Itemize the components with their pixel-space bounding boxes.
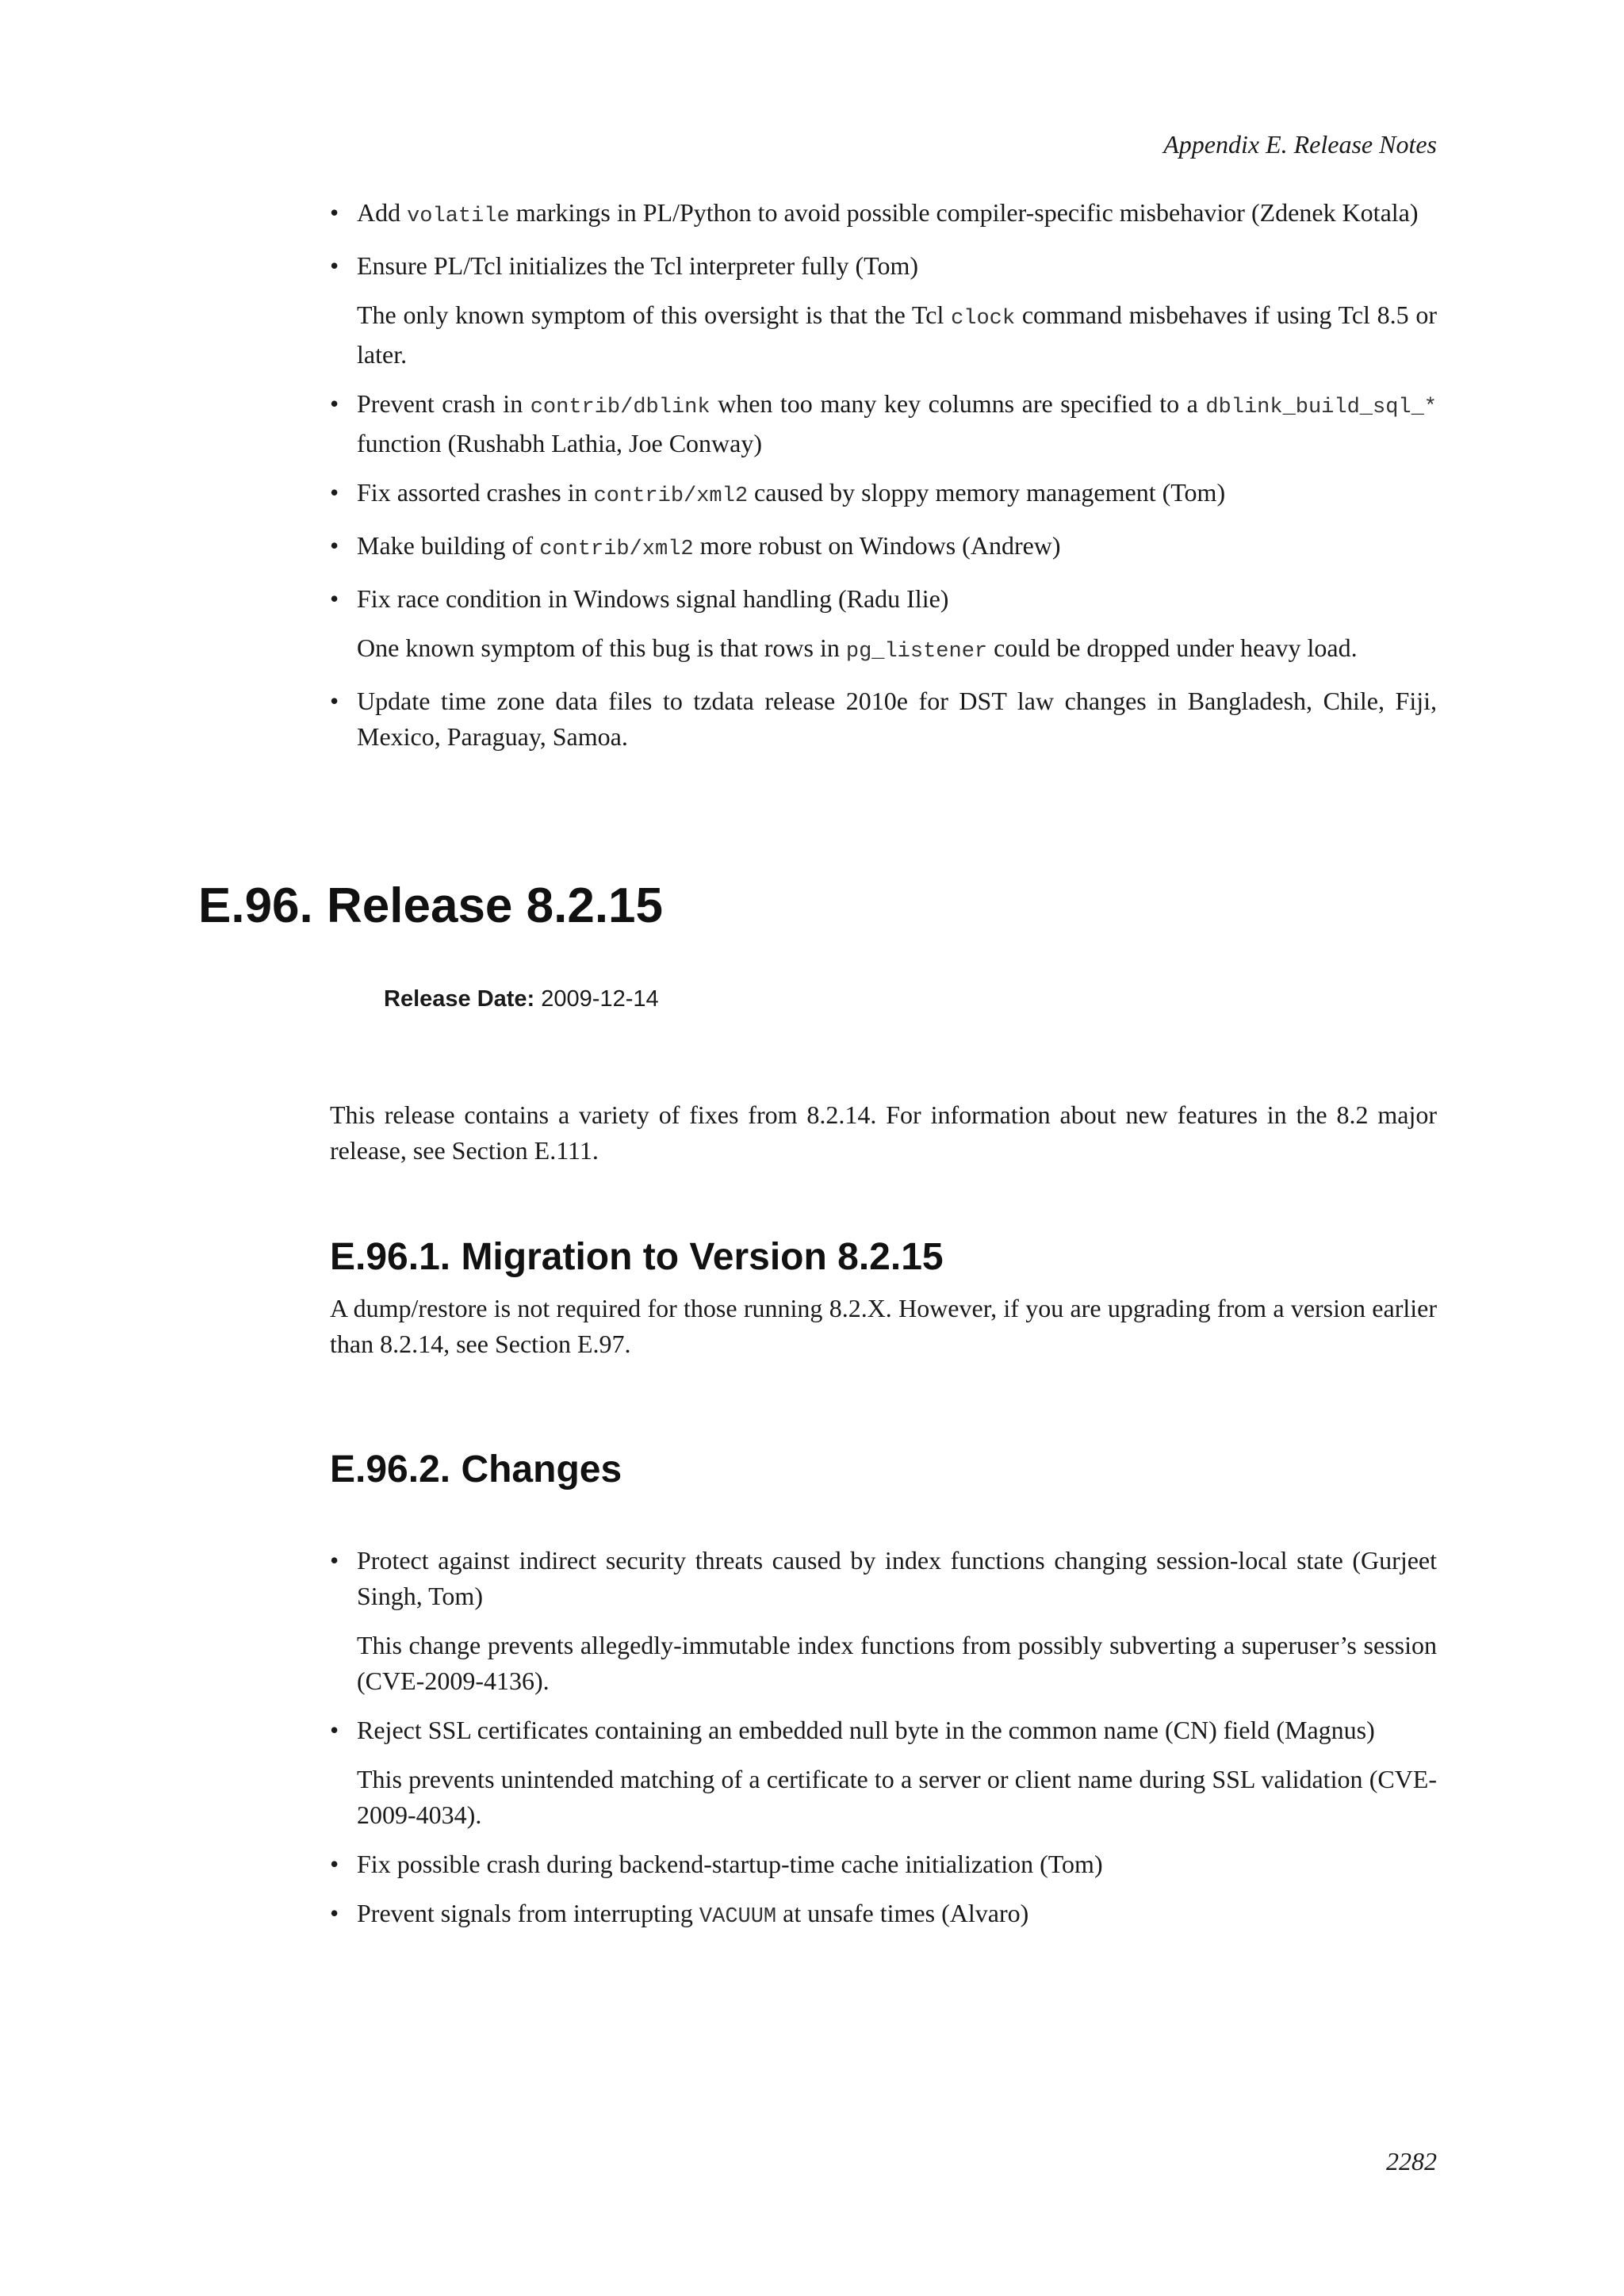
code-literal: volatile [407,205,510,228]
list-item: • Ensure PL/Tcl initializes the Tcl interpreter fully (Tom) The only known symptom of this oversight is that the Tcl clock command misbehaves if using Tcl 8.5 or later. [330,248,1437,373]
list-item: • Add volatile markings in PL/Python to avoid possible compiler-specific misbehavior (Zdenek Kotala) [330,195,1437,235]
release-date [384,984,659,1014]
migration-paragraph: A dump/restore is not required for those running 8.2.X. However, if you are upgrading from a version earlier than 8.2.14, see Section E.97. [330,1294,1437,1358]
list-item: • Reject SSL certificates containing an embedded null byte in the common name (CN) field (Magnus) This prevents unintended matching of a certificate to a server or client name during SSL validation (CVE-2009-4034). [330,1712,1437,1833]
code-literal: pg_listener [845,640,988,664]
list-item: • Protect against indirect security threats caused by index functions changing session-local state (Gurjeet Singh, Tom) This change prevents allegedly-immutable index functions from possibly subverting a superuser’s session (CVE-2009-4136). [330,1543,1437,1699]
running-header: Appendix E. Release Notes [1163,130,1437,159]
bullet-icon: • [330,1899,339,1927]
release-date-value: 2009-12-14 [541,986,659,1012]
list-item: • Make building of contrib/xml2 more robust on Windows (Andrew) [330,528,1437,568]
list-item: • Prevent crash in contrib/dblink when too many key columns are specified to a dblink_build_sql_* function (Rushabh Lathia, Joe Conway) [330,386,1437,461]
bullet-icon: • [330,389,339,418]
list-item: • Fix possible crash during backend-startup-time cache initialization (Tom) [330,1846,1437,1882]
bullet-icon: • [330,198,339,227]
bullet-icon: • [330,1850,339,1878]
bullet-icon: • [330,531,339,560]
bullet-icon: • [330,687,339,715]
release-date-label: Release Date: [384,986,535,1012]
code-literal: VACUUM [699,1905,777,1929]
code-literal: contrib/dblink [530,396,710,419]
list-item: • Prevent signals from interrupting VACUUM at unsafe times (Alvaro) [330,1896,1437,1935]
changes-section [330,1446,1437,1949]
list-item: • Update time zone data files to tzdata release 2010e for DST law changes in Bangladesh, Chile, Fiji, Mexico, Paraguay, Samoa. [330,683,1437,755]
changes-list [330,1543,1437,1935]
list-item: • Fix race condition in Windows signal handling (Radu Ilie) One known symptom of this bug is that rows in pg_listener could be dropped under heavy load. [330,581,1437,670]
bullet-icon: • [330,478,339,507]
release-intro-paragraph: This release contains a variety of fixes from 8.2.14. For information about new features in the 8.2 major release, see Section E.111. [330,1100,1437,1165]
bullet-icon: • [330,1546,339,1575]
release-title: E.96. Release 8.2.15 [198,878,664,933]
code-literal: contrib/xml2 [539,538,694,561]
bullet-icon: • [330,584,339,613]
page-number: 2282 [1386,2147,1437,2175]
item-note: This change prevents allegedly-immutable index functions from possibly subverting a superuser’s session (CVE-2009-4136). [357,1631,1437,1695]
bullet-icon: • [330,1716,339,1744]
previous-changes-list [330,195,1437,755]
previous-release-changes [330,195,1437,768]
changes-heading: E.96.2. Changes [330,1448,622,1490]
migration-heading: E.96.1. Migration to Version 8.2.15 [330,1236,944,1278]
migration-section [330,1234,1437,1362]
item-note: This prevents unintended matching of a certificate to a server or client name during SSL validation (CVE-2009-4034). [357,1765,1437,1829]
code-literal: dblink_build_sql_* [1205,396,1438,419]
list-item: • Fix assorted crashes in contrib/xml2 caused by sloppy memory management (Tom) [330,475,1437,515]
release-intro [330,1097,1437,1169]
code-literal: clock [951,307,1016,331]
code-literal: contrib/xml2 [593,484,749,508]
bullet-icon: • [330,251,339,280]
item-note: The only known symptom of this oversight is that the Tcl clock command misbehaves if using Tcl 8.5 or later. [357,300,1438,369]
item-note: One known symptom of this bug is that rows in pg_listener could be dropped under heavy load. [357,633,1358,664]
